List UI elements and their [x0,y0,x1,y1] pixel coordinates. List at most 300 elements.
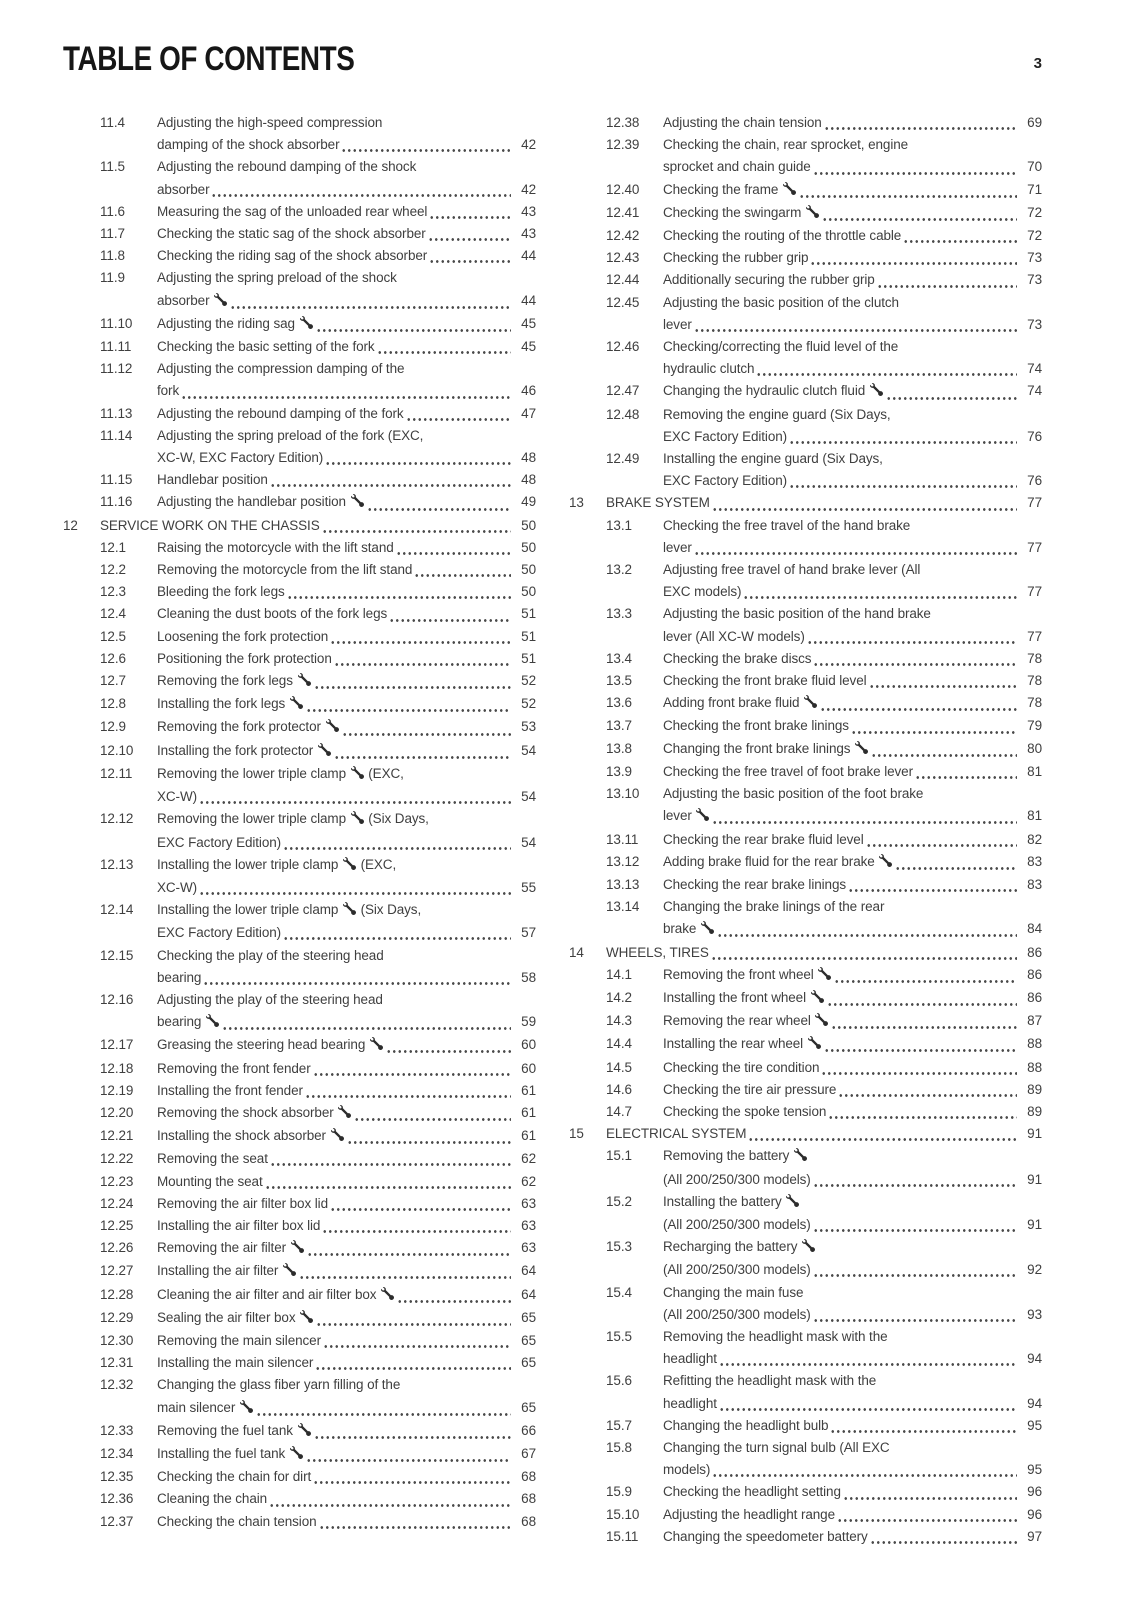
toc-entry-page: 86 [1027,989,1042,1005]
toc-entry-body [663,1101,1042,1123]
toc-entry-title: absorber [157,290,228,313]
toc-entry-page: 77 [1027,539,1042,555]
toc-entry-body [663,1010,1042,1033]
toc-entry-title: (All 200/250/300 models) [663,1216,811,1232]
dot-leader [843,1481,1017,1503]
toc-entry [63,1148,536,1170]
toc-entry-body [157,1171,536,1193]
toc-entry [569,202,1042,225]
toc-entry-title: Cleaning the chain [157,1491,268,1507]
dot-leader [813,648,1017,670]
toc-entry-title: lever [663,316,692,332]
dot-leader [325,447,511,469]
dot-leader [307,1237,511,1260]
wrench-icon [802,1237,815,1259]
toc-entry-body [663,1504,1042,1526]
toc-entry-title: Removing the air filter [157,1237,305,1260]
toc-entry [63,1284,536,1307]
toc-entry-title: Adjusting the basic position of the foot brake [663,786,924,802]
toc-entry-title: Checking the front brake linings [663,718,849,734]
toc-entry-number: 12.3 [100,584,126,600]
toc-entry-body [157,112,536,156]
toc-entry [569,692,1042,715]
dot-leader [222,1011,511,1034]
toc-entry-page: 74 [1027,361,1042,377]
toc-entry-title: Checking the chain tension [157,1513,317,1529]
dot-leader [813,1214,1017,1236]
dot-leader [323,1330,511,1352]
toc-entry-title: EXC Factory Edition) [663,473,788,489]
toc-entry-number: 15.10 [606,1506,640,1522]
dot-leader [719,1393,1017,1415]
wrench-icon [290,694,303,716]
toc-entry-title: Measuring the sag of the unloaded rear wheel [157,203,428,219]
toc-entry [63,559,536,581]
toc-entry-page: 76 [1027,428,1042,444]
dot-leader [831,1010,1017,1033]
toc-entry [569,448,1042,492]
toc-entry-number: 14 [569,944,584,960]
dot-leader [230,290,511,313]
toc-entry-title: Changing the main fuse [663,1284,804,1300]
dot-leader [319,1511,511,1533]
toc-entry-title: damping of the shock absorber [157,137,340,153]
toc-entry-number: 11.14 [100,427,133,443]
toc-entry-body [157,1466,536,1488]
toc-entry [569,987,1042,1010]
toc-entry-page: 60 [521,1060,536,1076]
toc-entry-body [663,179,1042,202]
toc-entry-body [663,896,1042,941]
toc-entry-page: 78 [1027,695,1042,711]
toc-entry-number: 15.2 [606,1193,632,1209]
toc-entry-title: (All 200/250/300 models) [663,1306,811,1322]
toc-entry [63,1307,536,1330]
toc-entry-page: 63 [521,1217,536,1233]
toc-entry-body [157,1374,536,1419]
toc-entry-number: 11.16 [100,494,133,510]
toc-entry-title: Checking the play of the steering head [157,947,384,963]
toc-entry-page: 68 [521,1513,536,1529]
dot-leader [330,1193,511,1215]
dot-leader [820,692,1017,715]
toc-entry [569,134,1042,178]
toc-entry-body [157,945,536,989]
toc-entry-number: 11.5 [100,159,125,175]
dot-leader [367,491,511,514]
toc-entry-body [663,692,1042,715]
toc-entry-title: Installing the lower triple clamp (Six Days, [157,899,536,922]
dot-leader [330,626,511,648]
toc-entry-title: Removing the lower triple clamp (Six Days, [157,808,536,831]
toc-entry-body [157,358,536,402]
dot-leader [813,1304,1017,1326]
toc-entry-page: 51 [521,650,536,666]
toc-entry-title: Installing the shock absorber [157,1125,345,1148]
toc-entry-body [663,269,1042,291]
toc-entry-title: Refitting the headlight mask with the [663,1373,877,1389]
toc-entry-title: EXC models) [663,584,742,600]
toc-entry-title: Removing the front fender [157,1060,311,1076]
toc-entry-body [157,989,536,1034]
wrench-icon [318,741,331,763]
toc-entry [569,761,1042,783]
toc-entry-title: Checking the riding sag of the shock absorber [157,248,428,264]
dot-leader [283,832,511,854]
toc-entry-title: Checking the free travel of the hand brake [663,517,911,533]
toc-entry-page: 89 [1027,1081,1042,1097]
toc-entry-number: 12.17 [100,1037,134,1053]
toc-entry-title: (All 200/250/300 models) [663,1262,811,1278]
toc-entry-page: 42 [521,181,536,197]
toc-entry [569,1526,1042,1548]
toc-entry-page: 77 [1027,628,1042,644]
toc-entry [63,740,536,763]
toc-entry [63,693,536,716]
toc-entry-page: 51 [521,628,536,644]
toc-entry [63,716,536,739]
toc-entry-number: 12.10 [100,742,134,758]
wrench-icon [815,1011,828,1033]
toc-entry-title: Adding front brake fluid [663,692,818,715]
toc-entry-title: Recharging the battery [663,1236,1042,1259]
toc-entry-number: 13.8 [606,740,632,756]
toc-entry-page: 96 [1027,1484,1042,1500]
toc-entry [63,1215,536,1237]
wrench-icon [808,1034,821,1056]
toc-entry-title: Removing the lower triple clamp (EXC, [157,763,536,786]
toc-entry-title: Removing the fork legs [157,670,312,693]
dot-leader [414,559,511,581]
wrench-icon [701,919,714,941]
toc-entry-body [663,603,1042,647]
toc-entry-page: 44 [521,248,536,264]
dot-leader [316,313,511,336]
toc-entry-number: 12.6 [100,650,126,666]
toc-entry-body [157,808,536,853]
toc-chapter-entry [63,515,536,537]
toc-entry-page: 58 [521,969,536,985]
dot-leader [389,603,511,625]
toc-entry-number: 12.34 [100,1445,134,1461]
toc-entry-number: 13.4 [606,650,632,666]
toc-entry [63,245,536,267]
toc-entry-number: 15.1 [606,1148,632,1164]
toc-entry-body [663,336,1042,380]
dot-leader [283,922,511,944]
toc-entry-title: fork [157,383,180,399]
toc-entry-page: 87 [1027,1013,1042,1029]
dot-leader [810,247,1017,269]
toc-entry-page: 62 [521,1173,536,1189]
toc-entry-number: 11.9 [100,270,125,286]
toc-entry [569,336,1042,380]
toc-entry [63,670,536,693]
toc-entry-number: 12.37 [100,1513,134,1529]
toc-entry-body [663,1481,1042,1503]
toc-entry-page: 88 [1027,1059,1042,1075]
toc-entry [569,1145,1042,1190]
toc-entry-title: Mounting the seat [157,1173,263,1189]
toc-entry-body [157,648,536,670]
toc-entry-page: 48 [521,450,536,466]
toc-entry-body [663,225,1042,247]
toc-entry-body [663,1191,1042,1236]
toc-entry-body [157,626,536,648]
toc-entry-body [663,292,1042,336]
toc-column-right [569,112,1042,1548]
dot-leader [181,380,511,402]
dot-leader [256,1397,511,1420]
toc-entry [569,1481,1042,1503]
dot-leader [837,1504,1017,1526]
toc-entry-body [157,1488,536,1510]
toc-entry-page: 70 [1027,159,1042,175]
toc-entry-body [606,1123,1042,1145]
wrench-icon [331,1126,344,1148]
toc-entry-title: Removing the main silencer [157,1332,321,1348]
toc-entry-title: Checking the routing of the throttle cable [663,228,902,244]
dot-leader [269,1488,511,1510]
dot-leader [717,918,1017,941]
dot-leader [886,380,1017,403]
toc-entry-title: Checking the tire condition [663,1059,820,1075]
wrench-icon [351,492,364,514]
dot-leader [871,738,1017,761]
dot-leader [789,470,1017,492]
toc-entry-body [157,469,536,491]
dot-leader [313,1466,511,1488]
toc-entry-number: 14.4 [606,1036,632,1052]
dot-leader [354,1102,511,1125]
toc-entry-number: 12.16 [100,991,134,1007]
dot-leader [270,1148,511,1170]
toc-entry-title: sprocket and chain guide [663,159,811,175]
toc-entry-number: 12.28 [100,1286,134,1302]
toc-entry-page: 47 [521,405,536,421]
wrench-icon [300,1308,313,1330]
toc-entry-page: 61 [521,1128,536,1144]
toc-entry-title: Adjusting the chain tension [663,115,822,130]
dot-leader [314,670,511,693]
wrench-icon [818,965,831,987]
toc-entry-body [157,693,536,716]
dot-leader [712,805,1017,828]
toc-entry-number: 13.10 [606,786,640,802]
toc-entry [569,874,1042,896]
toc-entry [63,1352,536,1374]
toc-entry-number: 14.3 [606,1013,632,1029]
dot-leader [313,1058,511,1080]
toc-entry [63,469,536,491]
toc-entry-number: 12.2 [100,562,126,578]
toc-entry-page: 77 [1027,495,1042,511]
toc-entry-title: Checking the chain for dirt [157,1469,312,1485]
toc-entry-number: 12.33 [100,1422,134,1438]
wrench-icon [870,381,883,403]
toc-entry-title: Installing the main silencer [157,1355,314,1371]
dot-leader [314,1420,511,1443]
toc-entry-title: Checking the rubber grip [663,250,809,266]
toc-entry-page: 51 [521,606,536,622]
toc-entry-page: 83 [1027,876,1042,892]
toc-entry-number: 11.6 [100,203,125,219]
toc-entry-number: 15.4 [606,1284,632,1300]
wrench-icon [804,693,817,715]
toc-entry-body [100,515,536,537]
toc-entry [569,1079,1042,1101]
toc-entry-number: 11.7 [100,226,125,242]
toc-entry-body [157,603,536,625]
toc-entry-body [157,223,536,245]
toc-entry [569,829,1042,851]
wrench-icon [343,900,356,922]
toc-entry-body [663,670,1042,692]
toc-entry-body [663,515,1042,559]
toc-entry-number: 11.11 [100,339,132,355]
toc-entry-title: headlight [663,1351,717,1367]
toc-entry-title: Installing the fork protector [157,740,332,763]
toc-entry-body [663,829,1042,851]
toc-entry-body [157,336,536,358]
toc-entry-number: 13.7 [606,718,632,734]
toc-entry-number: 12.4 [100,606,126,622]
dot-leader [396,537,511,559]
toc-entry-title: Installing the air filter box lid [157,1217,321,1233]
toc-entry-page: 52 [521,696,536,712]
toc-entry-title: Adjusting the spring preload of the fork (EXC, [157,427,424,443]
toc-entry-title: Removing the engine guard (Six Days, [663,406,891,422]
toc-entry-title: Adjusting the headlight range [663,1506,835,1522]
toc-entry-page: 67 [521,1445,536,1461]
toc-entry-page: 79 [1027,718,1042,734]
toc-entry-number: 13.6 [606,695,632,711]
page-number: 3 [1033,54,1042,72]
toc-entry-number: 13.2 [606,562,632,578]
toc-entry-body [157,201,536,223]
toc-entry [569,851,1042,874]
toc-entry [63,537,536,559]
toc-entry-number: 15.3 [606,1239,632,1255]
wrench-icon [343,855,356,877]
toc-entry-number: 12.9 [100,719,126,735]
toc-entry-number: 12.24 [100,1195,134,1211]
toc-entry-title: Adjusting the rebound damping of the shock [157,159,417,175]
toc-entry [63,1193,536,1215]
toc-entry-number: 13.11 [606,831,639,847]
toc-entry-title: Checking the spoke tension [663,1103,827,1119]
wrench-icon [351,809,364,831]
dot-leader [306,1443,511,1466]
toc-entry-page: 84 [1027,921,1042,937]
toc-entry-title: (All 200/250/300 models) [663,1171,811,1187]
toc-entry [569,964,1042,987]
toc-entry-page: 52 [521,673,536,689]
toc-entry-title: Raising the motorcycle with the lift stand [157,539,394,555]
toc-entry-title: Cleaning the dust boots of the fork legs [157,606,388,622]
toc-entry-title: Checking the rear brake linings [663,876,846,892]
toc-entry-body [157,1420,536,1443]
toc-entry-title: Adjusting free travel of hand brake lever (All [663,562,921,578]
toc-entry-number: 12.45 [606,294,640,310]
dot-leader [903,225,1017,247]
toc-entry-number: 12.47 [606,383,640,399]
toc-entry-page: 65 [521,1355,536,1371]
toc-entry-number: 11.15 [100,472,133,488]
dot-leader [334,648,511,670]
toc-entry-title: bearing [157,1011,220,1034]
toc-entry-title: Installing the lower triple clamp (EXC, [157,854,536,877]
toc-entry-page: 50 [521,539,536,555]
toc-entry-body [157,425,536,469]
toc-entry-number: 13 [569,495,584,511]
toc-entry-title: XC-W, EXC Factory Edition) [157,450,324,466]
wrench-icon [811,988,824,1010]
toc-entry-title: Installing the battery [663,1191,1042,1214]
toc-entry-page: 53 [521,719,536,735]
toc-entry-number: 14.7 [606,1103,632,1119]
toc-entry-page: 92 [1027,1262,1042,1278]
toc-entry-number: 11.10 [100,315,133,331]
toc-entry-number: 11.13 [100,405,133,421]
toc-entry-title: headlight [663,1395,717,1411]
toc-entry-body [157,1102,536,1125]
toc-entry-page: 54 [521,742,536,758]
dot-leader [813,1259,1017,1281]
toc-entry-page: 96 [1027,1506,1042,1522]
dot-leader [851,715,1017,737]
toc-entry-number: 13.3 [606,606,632,622]
wrench-icon [291,1238,304,1260]
toc-entry [569,1033,1042,1056]
toc-entry-title: Adjusting the riding sag [157,313,314,336]
toc-entry-page: 43 [521,226,536,242]
dot-leader [827,987,1017,1010]
wrench-icon [214,291,227,313]
toc-entry-page: 48 [521,472,536,488]
toc-entry-title: Removing the shock absorber [157,1102,352,1125]
toc-entry [569,292,1042,336]
toc-entry-title: Adjusting the rebound damping of the fork [157,405,404,421]
toc-entry-page: 50 [521,562,536,578]
toc-entry [63,1511,536,1533]
dot-leader [334,740,511,763]
toc-entry-page: 81 [1027,808,1042,824]
wrench-icon [786,1192,799,1214]
dot-leader [756,358,1017,380]
toc-entry [63,1420,536,1443]
toc-entry-page: 68 [521,1491,536,1507]
toc-entry [63,989,536,1034]
toc-entry-title: hydraulic clutch [663,361,755,377]
toc-entry-title: Loosening the fork protection [157,628,329,644]
toc-entry [569,1101,1042,1123]
toc-entry-body [663,134,1042,178]
toc-entry-title: Cleaning the air filter and air filter box [157,1284,395,1307]
dot-leader [748,1123,1017,1145]
dot-leader [743,581,1017,603]
dot-leader [712,1459,1017,1481]
toc-entry-number: 12.15 [100,947,134,963]
toc-entry-number: 12 [63,517,78,533]
toc-entry-page: 60 [521,1037,536,1053]
toc-entry [63,899,536,944]
toc-entry-number: 15.11 [606,1528,639,1544]
toc-entry-body [157,763,536,808]
dot-leader [305,1080,511,1102]
toc-entry-number: 12.7 [100,673,126,689]
toc-entry-number: 12.14 [100,902,134,918]
